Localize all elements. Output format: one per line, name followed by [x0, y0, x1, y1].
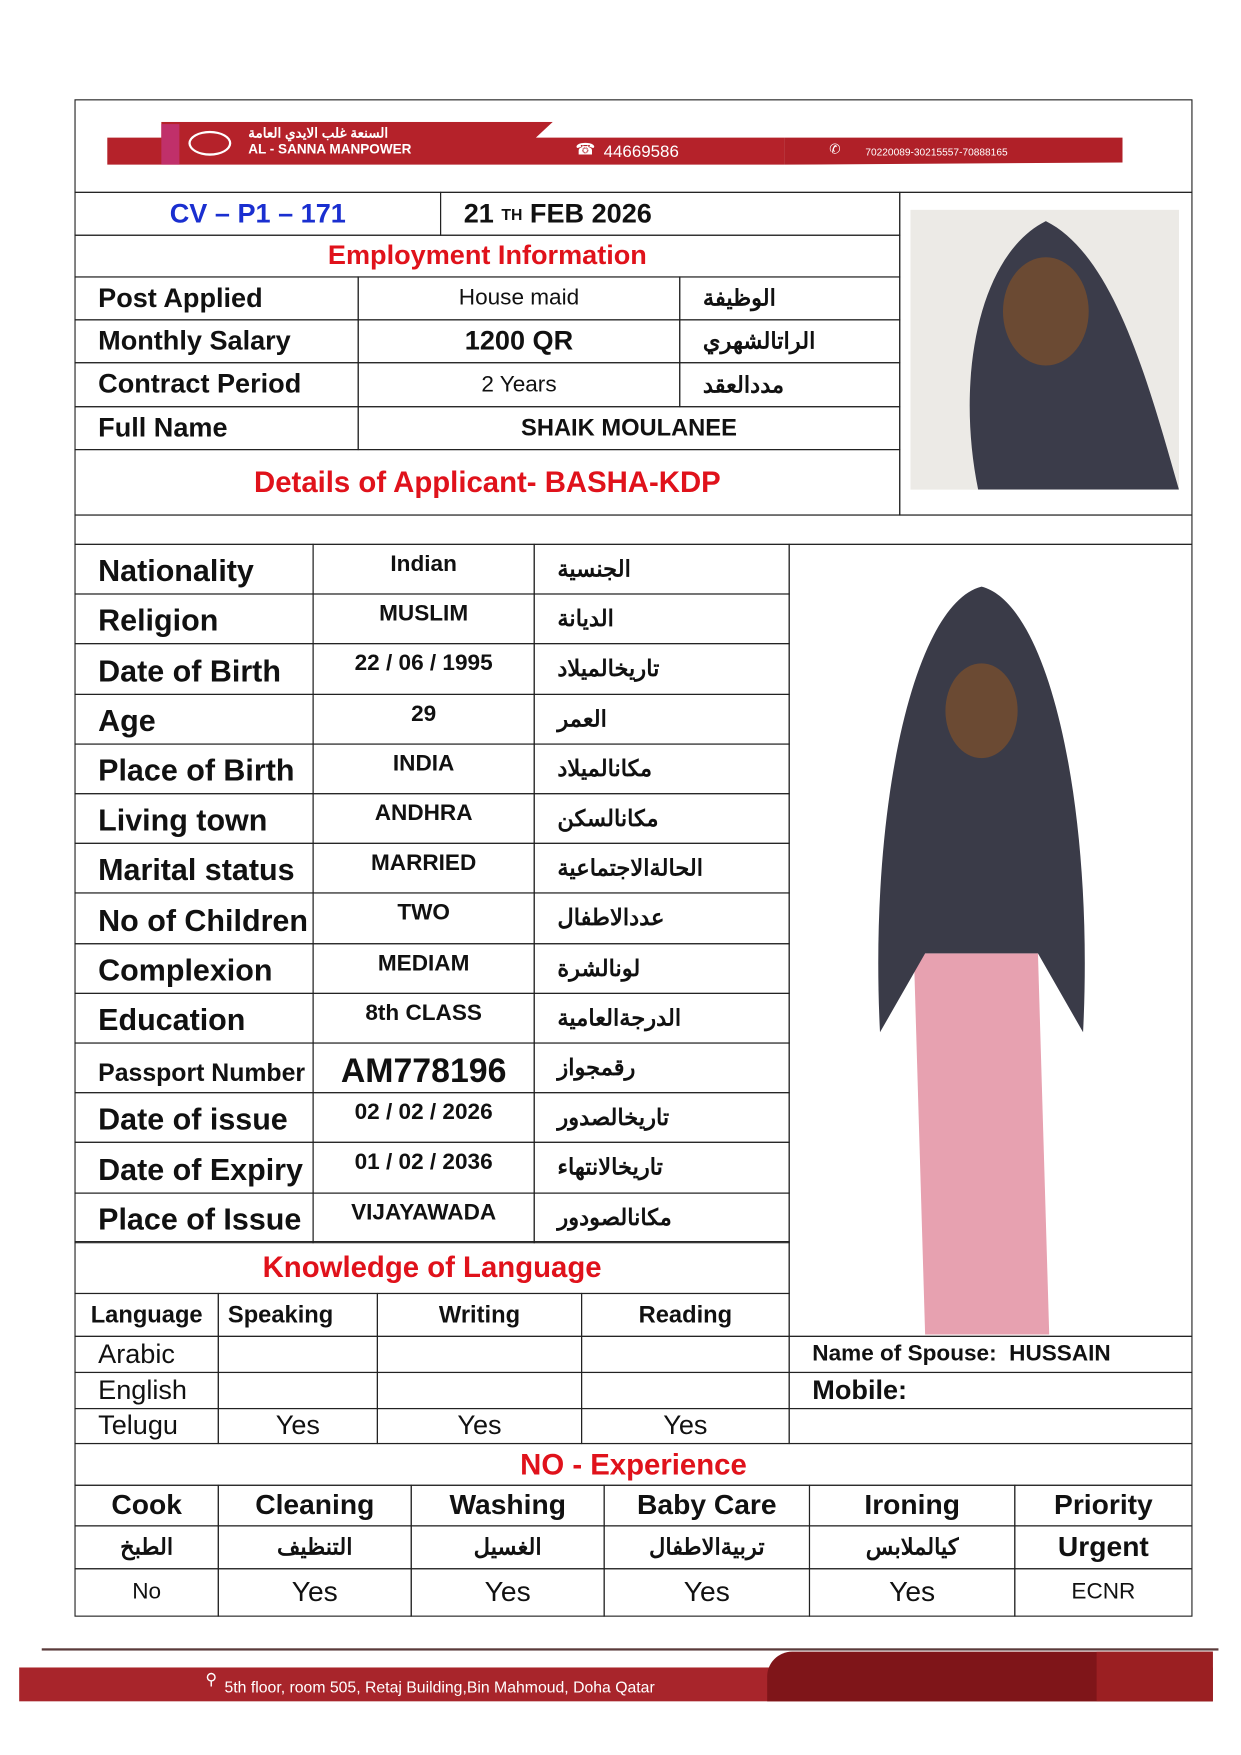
employment-label [74, 319, 358, 363]
applicant-label [74, 1092, 313, 1143]
applicant-arabic-text: تاريخالصدور [557, 1105, 670, 1131]
employment-arabic [679, 319, 900, 363]
applicant-label [74, 943, 313, 994]
language-name-text: English [98, 1374, 187, 1406]
applicant-arabic-text: الديانة [557, 607, 614, 633]
footer-right-block [1097, 1652, 1213, 1702]
cv-number-text: CV – P1 – 171 [169, 197, 346, 229]
language-skill [581, 1336, 790, 1373]
language-header-text: Speaking [227, 1301, 334, 1328]
language-skill-text: Yes [663, 1410, 708, 1441]
applicant-value-text: VIJAYAWADA [351, 1199, 497, 1225]
spacer-row [74, 514, 1192, 544]
employment-title [74, 235, 900, 278]
mobile-label [789, 1372, 1193, 1409]
spouse-label: Name of Spouse: [812, 1341, 997, 1367]
company-name-en: AL - SANNA MANPOWER [248, 141, 412, 157]
experience-value [604, 1568, 810, 1617]
applicant-arabic-text: تاريخالميلاد [557, 657, 660, 682]
applicant-arabic [534, 1092, 790, 1143]
language-name [74, 1372, 218, 1409]
language-skill-text: Yes [457, 1410, 502, 1441]
spouse-cell [789, 1336, 1193, 1373]
full-name-label [74, 406, 358, 450]
footer-bar [19, 1667, 1213, 1701]
experience-header-text: Baby Care [637, 1489, 777, 1521]
experience-header-ar [74, 1525, 218, 1569]
applicant-label [74, 843, 313, 894]
applicant-arabic-text: رقمجواز [557, 1056, 636, 1081]
experience-header-ar-text: الطبخ [120, 1535, 174, 1561]
experience-header-ar-text: تربيةالاطفال [648, 1535, 765, 1561]
applicant-label [74, 1192, 313, 1243]
applicant-arabic [534, 843, 790, 894]
language-header-text: Language [90, 1301, 203, 1328]
language-skill-text: Yes [275, 1410, 320, 1441]
footer-address: 5th floor, room 505, Retaj Building,Bin Mahmoud, Doha Qatar [224, 1677, 655, 1696]
language-title-text: Knowledge of Language [262, 1250, 602, 1284]
details-title-text: Details of Applicant- BASHA-KDP [254, 464, 721, 499]
applicant-label [74, 693, 313, 744]
experience-header [604, 1485, 810, 1527]
date-sup: TH [501, 204, 523, 223]
company-name-ar: السنعة غلب الايدي العامة [248, 125, 389, 142]
experience-header-ar [411, 1525, 605, 1569]
language-skill [377, 1372, 582, 1409]
applicant-label [74, 594, 313, 645]
experience-value [74, 1568, 218, 1617]
applicant-value-text: TWO [397, 900, 450, 926]
applicant-value-text: 29 [411, 701, 437, 727]
applicant-label [74, 644, 313, 695]
language-skill [377, 1336, 582, 1373]
applicant-value-text: 01 / 02 / 2036 [354, 1150, 493, 1175]
language-header-text: Writing [438, 1301, 521, 1328]
employment-label [74, 276, 358, 320]
applicant-arabic [534, 993, 790, 1044]
applicant-full-photo [857, 581, 1105, 1335]
employment-value-text: 2 Years [481, 371, 557, 397]
applicant-label-text: Living town [98, 803, 268, 838]
applicant-value [313, 644, 535, 695]
applicant-label-text: Nationality [98, 554, 254, 589]
cv-number [74, 192, 441, 236]
experience-header [411, 1485, 605, 1527]
applicant-label [74, 1142, 313, 1193]
applicant-label [74, 544, 313, 595]
applicant-value-text: AM778196 [340, 1052, 507, 1090]
language-skill [218, 1408, 378, 1444]
experience-value [218, 1568, 412, 1617]
applicant-arabic-text: مكانالسكن [557, 806, 659, 832]
applicant-label [74, 893, 313, 944]
experience-header-ar [1014, 1525, 1192, 1569]
applicant-arabic-text: مكانالصودور [557, 1205, 672, 1231]
applicant-value [313, 843, 535, 894]
language-header [581, 1293, 790, 1337]
applicant-value-text: 02 / 02 / 2026 [354, 1100, 493, 1126]
applicant-value-text: 8th CLASS [365, 1000, 482, 1026]
experience-header-ar-text: كيالملابس [865, 1535, 959, 1561]
applicant-value-text: 22 / 06 / 1995 [354, 651, 493, 677]
experience-value [1014, 1568, 1192, 1617]
language-header [74, 1293, 218, 1337]
applicant-arabic-text: لونالشرة [557, 956, 641, 982]
language-skill [377, 1408, 582, 1444]
applicant-label [74, 993, 313, 1044]
applicant-arabic-text: الدرجةالعامية [557, 1006, 682, 1032]
applicant-value [313, 693, 535, 744]
employment-value-text: House maid [458, 285, 580, 311]
employment-arabic [679, 362, 900, 407]
applicant-arabic-text: العمر [557, 707, 607, 732]
employment-value [358, 362, 681, 407]
applicant-value [313, 1142, 535, 1193]
applicant-value-text: MEDIAM [377, 950, 470, 976]
location-pin-icon: ⚲ [205, 1669, 217, 1688]
applicant-label [74, 1042, 313, 1093]
mobile-label-text: Mobile: [812, 1374, 908, 1406]
language-header-text: Reading [638, 1301, 733, 1328]
experience-header [1014, 1485, 1192, 1527]
applicant-arabic [534, 544, 790, 595]
employment-arabic [679, 276, 900, 320]
experience-header-ar [809, 1525, 1015, 1569]
phone-icon: ☎ [575, 139, 596, 158]
experience-header-text: Cleaning [255, 1489, 375, 1521]
employment-label-text: Monthly Salary [98, 325, 291, 356]
experience-title-text: NO - Experience [520, 1446, 747, 1481]
applicant-arabic [534, 1142, 790, 1193]
experience-header-ar-text: Urgent [1057, 1530, 1149, 1563]
applicant-label-text: Education [98, 1002, 246, 1037]
applicant-label-text: Passport Number [98, 1058, 306, 1087]
employment-arabic-text: مددالعقد [702, 372, 785, 398]
language-name [74, 1408, 218, 1444]
applicant-arabic [534, 743, 790, 794]
experience-value-text: Yes [291, 1576, 338, 1608]
employment-label [74, 362, 358, 407]
mobile-icon: ✆ [829, 141, 841, 157]
mobile-numbers: 70220089-30215557-70888165 [865, 146, 1008, 158]
blank-cell [789, 1408, 1193, 1444]
experience-header-ar [604, 1525, 810, 1569]
applicant-label-text: No of Children [98, 903, 308, 938]
applicant-arabic-text: الحالةالاجتماعية [557, 856, 704, 882]
applicant-arabic-text: مكانالميلاد [557, 756, 653, 782]
experience-value-text: Yes [889, 1576, 936, 1608]
applicant-label-text: Marital status [98, 853, 295, 888]
cv-date [440, 192, 900, 236]
experience-header-text: Priority [1054, 1489, 1153, 1521]
applicant-arabic [534, 943, 790, 994]
applicant-arabic-text: عددالاطفال [557, 906, 665, 932]
applicant-label [74, 793, 313, 844]
applicant-value [313, 594, 535, 645]
footer-line [42, 1648, 1219, 1650]
experience-header [218, 1485, 412, 1527]
applicant-arabic [534, 693, 790, 744]
experience-header-text: Washing [449, 1489, 566, 1521]
applicant-value [313, 1042, 535, 1093]
language-skill [218, 1372, 378, 1409]
details-title [74, 449, 900, 516]
language-skill [581, 1372, 790, 1409]
experience-header [809, 1485, 1015, 1527]
full-name-label-text: Full Name [98, 412, 228, 443]
applicant-arabic [534, 893, 790, 944]
experience-value-text: Yes [683, 1576, 730, 1608]
experience-value [809, 1568, 1015, 1617]
experience-value-text: No [132, 1579, 162, 1605]
applicant-arabic [534, 594, 790, 645]
applicant-arabic [534, 793, 790, 844]
spouse-name: HUSSAIN [1009, 1341, 1111, 1367]
date-day: 21 [463, 197, 494, 229]
applicant-value [313, 893, 535, 944]
employment-value [358, 319, 681, 363]
applicant-value-text: Indian [390, 551, 457, 577]
applicant-label-text: Age [98, 703, 156, 738]
applicant-value [313, 943, 535, 994]
applicant-value [313, 993, 535, 1044]
banner-cell [74, 99, 1192, 193]
applicant-label-text: Date of issue [98, 1102, 288, 1137]
language-name [74, 1336, 218, 1373]
employment-label-text: Contract Period [98, 368, 302, 400]
applicant-value-text: MARRIED [370, 850, 477, 876]
full-name-value [358, 406, 901, 450]
applicant-arabic [534, 1192, 790, 1243]
applicant-value [313, 1192, 535, 1243]
experience-header-text: Ironing [864, 1489, 960, 1521]
experience-value [411, 1568, 605, 1617]
employment-value [358, 276, 681, 320]
applicant-label-text: Religion [98, 604, 219, 638]
employment-title-text: Employment Information [327, 240, 647, 271]
phone-number: 44669586 [603, 142, 679, 162]
experience-header-ar-text: الغسيل [473, 1535, 542, 1561]
applicant-arabic [534, 1042, 790, 1093]
applicant-portrait-photo [910, 210, 1179, 490]
experience-value-text: ECNR [1071, 1579, 1136, 1605]
experience-header-ar [218, 1525, 412, 1569]
applicant-label [74, 743, 313, 794]
applicant-value-text: ANDHRA [374, 801, 473, 826]
experience-title [74, 1443, 1192, 1486]
applicant-value-text: MUSLIM [379, 601, 469, 627]
language-skill [218, 1336, 378, 1373]
experience-header-text: Cook [111, 1489, 182, 1521]
applicant-value [313, 1092, 535, 1143]
applicant-arabic [534, 644, 790, 695]
language-header [377, 1293, 582, 1337]
applicant-label-text: Place of Issue [98, 1202, 302, 1237]
applicant-label-text: Date of Expiry [98, 1152, 303, 1187]
applicant-arabic-text: تاريخالانتهاء [557, 1155, 663, 1181]
language-name-text: Arabic [98, 1338, 175, 1370]
applicant-value [313, 743, 535, 794]
language-header [218, 1293, 378, 1337]
applicant-value-text: INDIA [392, 751, 455, 776]
language-skill [581, 1408, 790, 1444]
employment-label-text: Post Applied [98, 282, 263, 314]
full-name-value-text: SHAIK MOULANEE [521, 414, 737, 441]
applicant-arabic-text: الجنسية [557, 557, 631, 583]
applicant-value [313, 544, 535, 595]
employment-arabic-text: الراتالشهري [702, 329, 816, 355]
experience-header-ar-text: التنظيف [277, 1535, 353, 1561]
experience-value-text: Yes [484, 1576, 531, 1608]
applicant-label-text: Complexion [98, 953, 273, 987]
employment-value-text: 1200 QR [464, 325, 574, 356]
experience-header [74, 1485, 218, 1527]
employment-arabic-text: الوظيفة [702, 286, 776, 312]
applicant-label-text: Place of Birth [98, 753, 295, 788]
language-title [74, 1241, 789, 1294]
language-name-text: Telugu [98, 1410, 178, 1441]
applicant-value [313, 793, 535, 844]
date-rest: FEB 2026 [529, 197, 652, 229]
applicant-label-text: Date of Birth [98, 653, 281, 688]
